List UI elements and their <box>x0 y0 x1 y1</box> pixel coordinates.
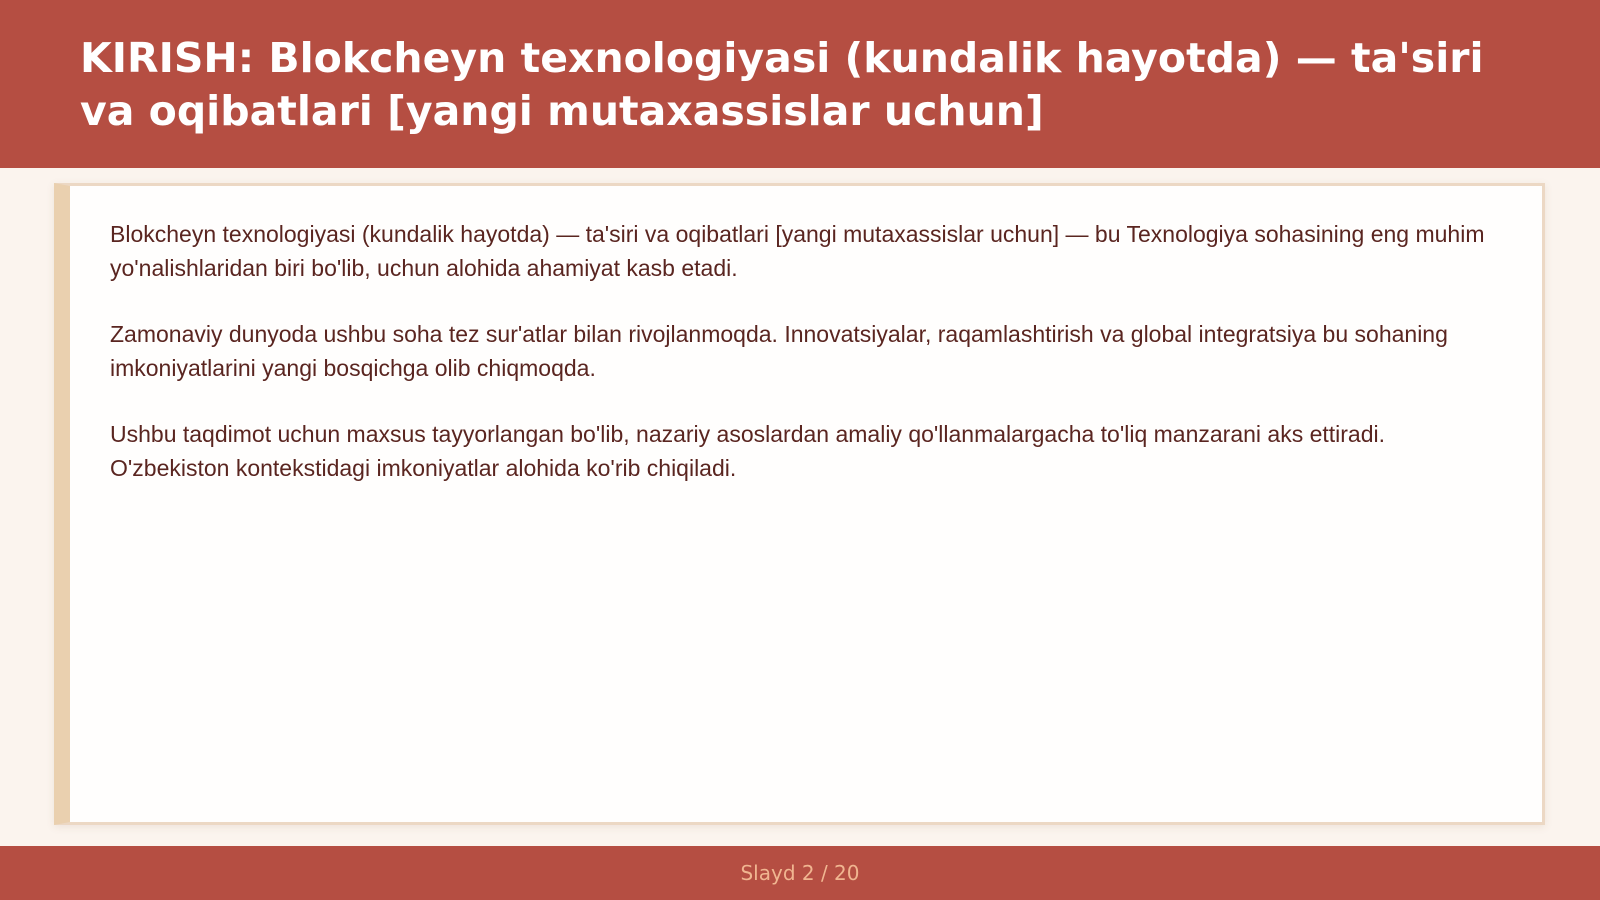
slide-footer <box>0 846 1600 900</box>
slide-header <box>0 0 1600 168</box>
intro-paragraph: Blokcheyn texnologiyasi (kundalik hayotda) — ta'siri va oqibatlari [yangi mutaxassislar uchun] — bu Texnologiya sohasining eng muhim yo'nalishlaridan biri bo'lib, uchun alohida ahamiyat kasb etadi. <box>110 221 1485 281</box>
modern-world-paragraph: Zamonaviy dunyoda ushbu soha tez sur'atlar bilan rivojlanmoqda. Innovatsiyalar, raqamlashtirish va global integratsiya bu sohaning imkoniyatlarini yangi bosqichga olib chiqmoqda. <box>110 321 1448 381</box>
presentation-purpose-paragraph: Ushbu taqdimot uchun maxsus tayyorlangan bo'lib, nazariy asoslardan amaliy qo'llanmalargacha to'liq manzarani aks ettiradi. O'zbekiston kontekstidagi imkoniyatlar alohida ko'rib chiqiladi. <box>110 421 1386 481</box>
slide-title: KIRISH: Blokcheyn texnologiyasi (kundalik hayotda) — ta'siri va oqibatlari [yangi mutaxassislar uchun] <box>80 34 1484 135</box>
slide-counter: Slayd 2 / 20 <box>740 861 860 885</box>
content-card <box>54 183 1545 825</box>
